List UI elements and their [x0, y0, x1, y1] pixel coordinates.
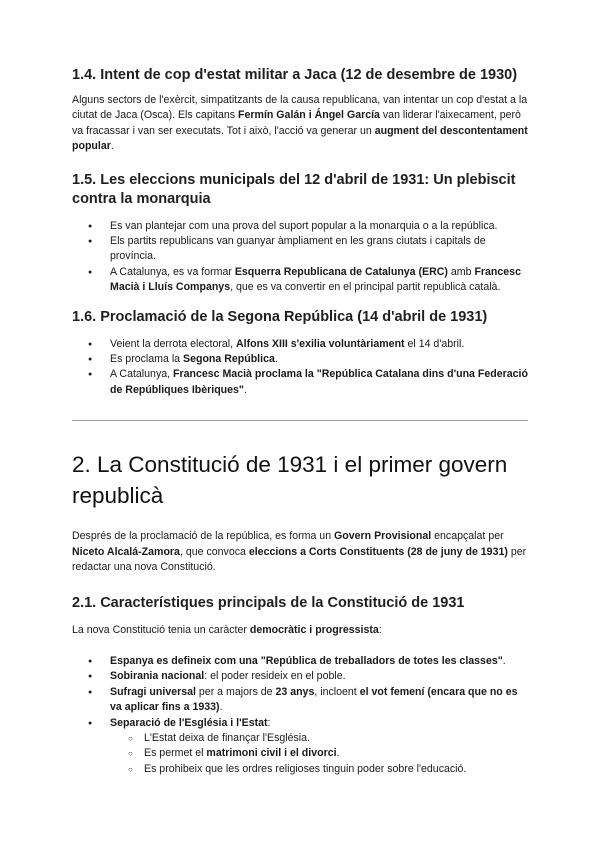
- text: .: [274, 353, 278, 366]
- bold-text: el vot femení (encara que no es va aplicar fins a 1933): [110, 685, 518, 714]
- text: :: [267, 716, 271, 729]
- text: .: [243, 383, 247, 396]
- list-item: [72, 685, 528, 716]
- text: : el poder resideix en el poble.: [204, 670, 346, 683]
- bold-text: Segona República: [183, 353, 275, 366]
- list-caracteristiques: [72, 654, 528, 777]
- text: van liderar l'aixecament, però va fracassar i van ser executats. Tot i això, l'acció va generar un: [72, 109, 521, 137]
- list-item: [72, 654, 528, 669]
- heading-1-5: 1.5. Les eleccions municipals del 12 d'abril de 1931: Un plebiscit contra la monarquia: [72, 171, 516, 207]
- text: encapçalat per: [431, 530, 504, 543]
- text: , incloent: [314, 685, 360, 698]
- text: el 14 d'abril.: [404, 337, 465, 350]
- list-item: [72, 367, 528, 398]
- text: .: [502, 654, 506, 667]
- heading-1-6: 1.6. Proclamació de la Segona República (14 d'abril de 1931): [72, 308, 488, 325]
- bold-text: 23 anys: [275, 685, 315, 698]
- bold-text: Separació de l'Església i l'Estat: [110, 716, 268, 729]
- bold-text: Alfons XIII s'exilia voluntàriament: [236, 337, 405, 350]
- horizontal-divider: [72, 420, 528, 421]
- list-item: [72, 352, 528, 367]
- sublist-item: [110, 731, 528, 746]
- bold-text: Niceto Alcalá-Zamora: [72, 545, 180, 558]
- text: A Catalunya, es va formar: [110, 265, 235, 278]
- text: Veient la derrota electoral,: [110, 337, 237, 350]
- sublist-item: [110, 762, 528, 777]
- text: per redactar una nova Constitució.: [72, 545, 527, 574]
- bold-text: democràtic i progressista: [249, 623, 379, 636]
- bold-text: Espanya es defineix com una "República de treballadors de totes les classes": [110, 654, 503, 667]
- bold-text: Francesc Macià i Lluís Companys: [110, 265, 521, 294]
- text: :: [378, 623, 382, 636]
- text: L'Estat deixa de finançar l'Església.: [144, 731, 310, 744]
- bold-text: Fermín Galán i Ángel García: [238, 109, 380, 122]
- list-item: [72, 337, 528, 352]
- sublist-item: [110, 746, 528, 761]
- heading-2: 2. La Constitució de 1931 i el primer govern republicà: [72, 452, 508, 509]
- heading-2-1: 2.1. Característiques principals de la Constitució de 1931: [72, 594, 465, 611]
- text: Els partits republicans van guanyar àmpliament en les grans ciutats i capitals de província.: [110, 235, 486, 263]
- text: .: [219, 701, 223, 714]
- text: Es prohibeix que les ordres religioses tinguin poder sobre l'educació.: [144, 762, 467, 775]
- sublist-esglesia: [110, 731, 528, 777]
- text: La nova Constitució tenia un caràcter: [72, 623, 250, 636]
- text: A Catalunya,: [110, 368, 174, 381]
- heading-1-4: 1.4. Intent de cop d'estat militar a Jaca (12 de desembre de 1930): [72, 67, 518, 83]
- bold-text: Sobirania nacional: [110, 670, 205, 683]
- list-item: [72, 265, 528, 296]
- text: Es permet el: [144, 747, 207, 760]
- paragraph-jaca: [72, 93, 528, 155]
- text: Després de la proclamació de la república, es forma un: [72, 530, 335, 543]
- text: Es proclama la: [110, 353, 184, 366]
- bold-text: Sufragi universal: [110, 685, 196, 698]
- text: Es van plantejar com una prova del suport popular a la monarquia o a la república.: [110, 219, 498, 232]
- bold-text: eleccions a Corts Constituents (28 de juny de 1931): [248, 545, 508, 558]
- bold-text: matrimoni civil i el divorci: [206, 747, 337, 760]
- paragraph-govern-provisional: [72, 529, 528, 575]
- bold-text: Govern Provisional: [334, 530, 432, 543]
- paragraph-constitucio-intro: [72, 623, 528, 638]
- list-item: [72, 669, 528, 684]
- list-item: [72, 234, 528, 265]
- bold-text: Esquerra Republicana de Catalunya (ERC): [234, 265, 448, 278]
- text: .: [110, 140, 114, 153]
- bold-text: Francesc Macià proclama la "República Catalana dins d'una Federació de Repúbliques Ibèriques": [110, 368, 528, 396]
- list-item: [72, 716, 528, 778]
- text: .: [336, 747, 340, 760]
- list-proclamacio: [72, 337, 528, 399]
- text: Alguns sectors de l'exèrcit, simpatitzants de la causa republicana, van intentar un cop d'estat a la ciutat de Jaca (Osca). Els capitans: [72, 94, 528, 122]
- list-item: [72, 219, 528, 234]
- text: , que es va convertir en el principal partit republicà català.: [230, 281, 501, 294]
- list-eleccions: [72, 219, 528, 296]
- bold-text: augment del descontentament popular: [72, 124, 528, 153]
- document-content: [72, 66, 528, 791]
- text: , que convoca: [179, 545, 249, 558]
- text: per a majors de: [195, 685, 276, 698]
- text: amb: [447, 265, 475, 278]
